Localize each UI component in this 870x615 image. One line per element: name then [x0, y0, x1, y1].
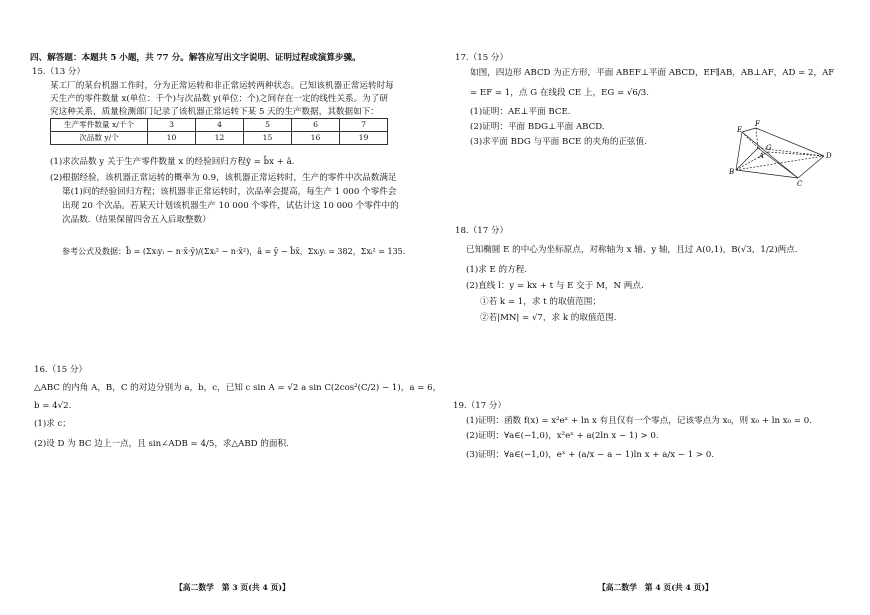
q15-title: 15.（13 分） [32, 67, 86, 77]
q19-title: 19.（17 分） [453, 401, 507, 411]
q15-part-2-line-4: 次品数.（结果保留四舍五入后取整数） [62, 215, 211, 225]
table-cell: 10 [148, 132, 196, 145]
q17-title: 17.（15 分） [455, 53, 509, 63]
q17-part-1: (1)证明：AE⊥平面 BCE. [470, 107, 571, 117]
q15-part-2-line-3: 出现 20 个次品。若某天计划该机器生产 10 000 个零件，试估计这 10 000 个零件中的 [62, 201, 399, 211]
q15-intro-line-3: 究这种关系，质量检测部门记录了该机器正常运转下某 5 天的生产数据，其数据如下： [50, 107, 379, 117]
q18-part-1: (1)求 E 的方程. [466, 265, 528, 275]
table-cell: 4 [196, 119, 244, 132]
q19-part-2: (2)证明：∀a∈(−1,0)，x²eˣ + a(2ln x − 1) > 0. [466, 431, 659, 441]
q16-title: 16.（15 分） [34, 365, 88, 375]
table-cell: 生产零件数量 x/千个 [51, 119, 148, 132]
table-cell: 3 [148, 119, 196, 132]
table-cell: 6 [292, 119, 340, 132]
q15-part-2-line-1: (2)根据经验，该机器正常运转的概率为 0.9，该机器正常运转时，生产的零件中次品数满足 [50, 173, 397, 183]
section-header: 四、解答题：本题共 5 小题，共 77 分。解答应写出文字说明、证明过程或演算步骤。 [30, 53, 361, 63]
table-cell: 15 [244, 132, 292, 145]
q17-part-3: (3)求平面 BDG 与平面 BCE 的夹角的正弦值. [470, 137, 647, 147]
q17-solid-figure [728, 118, 838, 188]
q18-title: 18.（17 分） [455, 226, 509, 236]
footer-page-3: 【高二数学 第 3 页(共 4 页)】 [175, 583, 290, 592]
table-cell: 7 [340, 119, 388, 132]
table-row [51, 119, 388, 132]
q15-part-1: (1)求次品数 y 关于生产零件数量 x 的经验回归方程ŷ = b̂x + â. [50, 157, 295, 167]
q15-intro-line-2: 天生产的零件数量 x(单位：千个)与次品数 y(单位：个)之间存在一定的线性关系。为了研 [50, 94, 388, 104]
q15-data-table [50, 118, 388, 145]
q15-intro-line-1: 某工厂的某台机器工作时，分为正常运转和非正常运转两种状态。已知该机器正常运转时每 [50, 81, 394, 91]
q18-sub-1: ①若 k = 1，求 t 的取值范围； [480, 297, 601, 307]
q16-part-2: (2)设 D 为 BC 边上一点，且 sin∠ADB = 4/5，求△ABD 的面积. [34, 439, 289, 449]
table-cell: 12 [196, 132, 244, 145]
fig-label-e: E [737, 126, 743, 134]
table-cell: 5 [244, 119, 292, 132]
q17-line-1: 如图，四边形 ABCD 为正方形，平面 ABEF⊥平面 ABCD，EF∥AB，AB⊥AF，AD = 2，AF [470, 68, 835, 78]
fig-label-g: G [766, 144, 772, 152]
table-row [51, 132, 388, 145]
q19-part-3: (3)证明：∀a∈(−1,0)，eˣ + (a/x − a − 1)ln x + a/x − 1 > 0. [466, 450, 715, 460]
q17-part-2: (2)证明：平面 BDG⊥平面 ABCD. [470, 122, 605, 132]
q15-reference-formula: 参考公式及数据：b̂ = (Σxᵢyᵢ − n·x̄·ȳ)/(Σxᵢ² − n·x̄²)，â = ȳ − b̂x̄，Σxᵢyᵢ = 382，Σxᵢ² = 135. [62, 247, 406, 256]
q17-line-2: = EF = 1，点 G 在线段 CE 上，EG = √6/3. [470, 88, 649, 98]
q19-part-1: (1)证明：函数 f(x) = x²eˣ + ln x 有且仅有一个零点，记该零点为 x₀，则 x₀ + ln x₀ = 0. [466, 416, 812, 426]
q15-part-2-line-2: 第(1)问的经验回归方程；该机器非正常运转时，次品率会提高，每生产 1 000 个零件会 [62, 187, 397, 197]
table-cell: 次品数 y/个 [51, 132, 148, 145]
q16-line-1: △ABC 的内角 A，B，C 的对边分别为 a，b，c，已知 c sin A = √2 a sin C(2cos²(C/2) − 1)，a = 6， [34, 383, 442, 393]
fig-label-f: F [755, 120, 760, 128]
fig-label-d: D [826, 152, 832, 160]
table-cell: 16 [292, 132, 340, 145]
q18-line-1: 已知椭圆 E 的中心为坐标原点，对称轴为 x 轴、y 轴，且过 A(0,1)，B(√3，1/2)两点. [466, 245, 798, 255]
fig-label-b: B [729, 168, 735, 176]
q18-sub-2: ②若|MN| = √7，求 k 的取值范围. [480, 313, 617, 323]
q18-part-2: (2)直线 l：y = kx + t 与 E 交于 M，N 两点. [466, 281, 644, 291]
footer-page-4: 【高二数学 第 4 页(共 4 页)】 [598, 583, 713, 592]
q16-line-2: b = 4√2. [34, 401, 72, 411]
q16-part-1: (1)求 c； [34, 419, 71, 429]
fig-label-c: C [797, 180, 803, 188]
fig-label-a: A [759, 152, 765, 160]
table-cell: 19 [340, 132, 388, 145]
